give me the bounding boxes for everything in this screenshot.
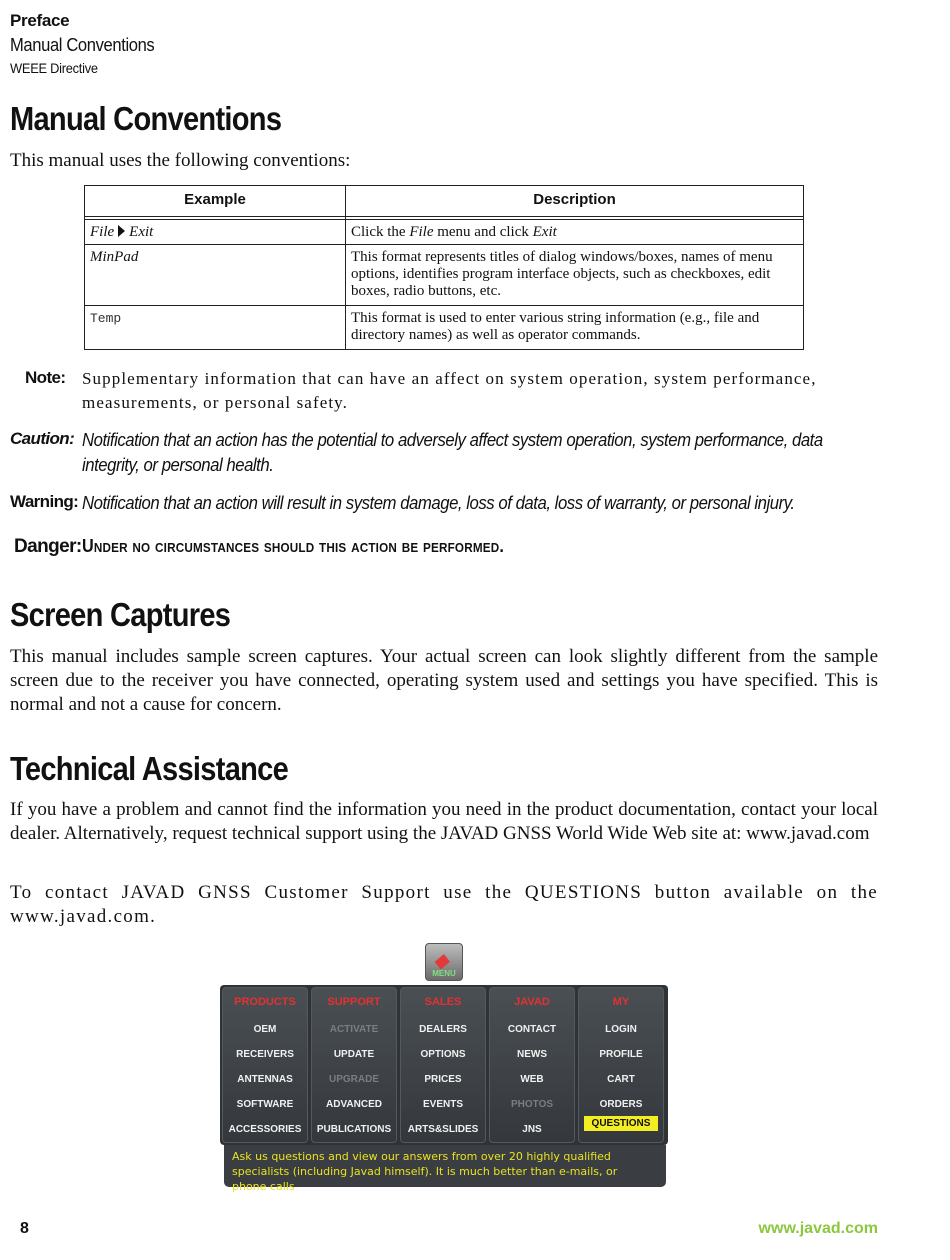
column-header-example: Example <box>85 186 346 217</box>
menu-item[interactable]: ORDERS <box>599 1099 643 1110</box>
warning-notice <box>10 491 880 517</box>
running-header-chapter: Preface <box>10 11 70 30</box>
screen-captures-paragraph: This manual includes sample screen captures. Your actual screen can look slightly different from the sample screen due to the receiver you have connected, operating system used and settings you have specified. This is normal and not a cause for concern. <box>10 646 878 715</box>
menu-column-heading[interactable]: SALES <box>424 996 462 1008</box>
menu-item[interactable]: UPDATE <box>333 1049 375 1060</box>
danger-label: Danger: <box>14 536 82 557</box>
caution-notice <box>10 428 880 480</box>
menu-item[interactable]: LOGIN <box>605 1024 637 1035</box>
table-row <box>85 220 804 245</box>
warning-text: Notification that an action will result in system damage, loss of data, loss of warranty, or personal injury. <box>82 493 795 513</box>
technical-assistance-heading: Technical Assistance <box>10 750 289 787</box>
running-header-section: Manual Conventions <box>10 35 155 55</box>
note-notice <box>10 368 880 418</box>
menu-item[interactable]: WEB <box>520 1074 544 1085</box>
customer-support-paragraph: To contact JAVAD GNSS Customer Support use the QUESTIONS button available on the www.javad.com. <box>10 882 878 927</box>
menu-panel <box>220 985 668 1145</box>
menu-column-heading[interactable]: MY <box>612 996 630 1008</box>
description-text: menu and click <box>433 224 533 240</box>
example-menu-item: Exit <box>129 224 154 240</box>
menu-item[interactable]: ANTENNAS <box>237 1074 293 1085</box>
example-cell: Temp <box>85 306 346 350</box>
menu-item[interactable]: OEM <box>253 1024 277 1035</box>
menu-item[interactable]: CART <box>607 1074 635 1085</box>
screen-captures-heading: Screen Captures <box>10 596 231 633</box>
menu-item[interactable]: NEWS <box>517 1049 547 1060</box>
menu-column-heading[interactable]: JAVAD <box>514 996 550 1008</box>
danger-notice <box>10 536 880 562</box>
description-menu-item: Exit <box>532 224 557 240</box>
menu-item[interactable]: PUBLICATIONS <box>316 1124 392 1135</box>
menu-tooltip <box>224 1145 666 1193</box>
conventions-intro: This manual uses the following conventions: <box>10 150 351 171</box>
example-menu-name: File <box>90 224 115 240</box>
menu-arrow-icon <box>118 225 125 237</box>
menu-tooltip-text: Ask us questions and view our answers from over 20 highly qualified specialists (including Javad himself). It is much better than e-mails, or phone calls <box>232 1150 618 1193</box>
menu-item[interactable]: RECEIVERS <box>236 1049 294 1060</box>
menu-item[interactable]: ACTIVATE <box>329 1024 379 1035</box>
caution-label: Caution: <box>10 429 75 448</box>
table-row <box>85 245 804 306</box>
danger-text: Under no circumstances should this action be performed. <box>82 536 505 556</box>
menu-item[interactable]: DEALERS <box>419 1024 467 1035</box>
conventions-table-header-row <box>85 186 804 217</box>
menu-item[interactable]: ACCESSORIES <box>228 1124 302 1135</box>
menu-item[interactable]: ADVANCED <box>326 1099 382 1110</box>
javad-menu-screenshot <box>220 940 670 1193</box>
table-row <box>85 306 804 350</box>
example-cell: MinPad <box>85 245 346 306</box>
conventions-table <box>84 185 804 350</box>
note-text: Supplementary information that can have an affect on system operation, system performance, measurements, or personal safety. <box>82 369 817 412</box>
description-menu-name: File <box>409 224 434 240</box>
menu-button-label: MENU <box>432 969 456 978</box>
description-cell <box>346 220 804 245</box>
technical-assistance-paragraph: If you have a problem and cannot find the information you need in the product documentation, contact your local dealer. Alternatively, request technical support using the JAVAD GNSS World Wide Web site at: www.javad.com <box>10 799 878 844</box>
menu-column-support <box>311 987 397 1143</box>
questions-button[interactable]: QUESTIONS <box>584 1116 658 1131</box>
javad-logo-icon: ◆ <box>432 948 453 972</box>
warning-label: Warning: <box>10 492 79 511</box>
menu-item[interactable]: UPGRADE <box>328 1074 379 1085</box>
menu-item[interactable]: JNS <box>522 1124 542 1135</box>
page-number: 8 <box>20 1220 29 1237</box>
menu-item[interactable]: EVENTS <box>422 1099 463 1110</box>
menu-column-products <box>222 987 308 1143</box>
menu-item[interactable]: SOFTWARE <box>236 1099 294 1110</box>
menu-column-sales <box>400 987 486 1143</box>
menu-column-my <box>578 987 664 1143</box>
menu-column-heading[interactable]: SUPPORT <box>327 996 381 1008</box>
running-header-subsection: WEEE Directive <box>10 60 98 76</box>
manual-conventions-heading: Manual Conventions <box>10 100 282 137</box>
menu-item[interactable]: ARTS&SLIDES <box>407 1124 479 1135</box>
footer-url-link[interactable]: www.javad.com <box>758 1220 878 1237</box>
caution-text: Notification that an action has the potential to adversely affect system operation, system performance, data integrity, or personal health. <box>82 430 823 475</box>
menu-item[interactable]: CONTACT <box>507 1024 557 1035</box>
description-text: Click the <box>351 224 410 240</box>
menu-item[interactable]: OPTIONS <box>420 1049 466 1060</box>
menu-column-javad <box>489 987 575 1143</box>
note-label: Note: <box>25 368 66 387</box>
menu-item[interactable]: PRICES <box>424 1074 462 1085</box>
description-cell: This format is used to enter various string information (e.g., file and directory names) as well as operator commands. <box>346 306 804 350</box>
description-cell: This format represents titles of dialog windows/boxes, names of menu options, identifies program interface objects, such as checkboxes, edit boxes, radio buttons, etc. <box>346 245 804 306</box>
menu-button[interactable] <box>425 943 463 981</box>
menu-item[interactable]: PROFILE <box>599 1049 643 1060</box>
menu-item[interactable]: PHOTOS <box>510 1099 554 1110</box>
column-header-description: Description <box>346 186 804 217</box>
example-cell <box>85 220 346 245</box>
menu-column-heading[interactable]: PRODUCTS <box>234 996 296 1008</box>
